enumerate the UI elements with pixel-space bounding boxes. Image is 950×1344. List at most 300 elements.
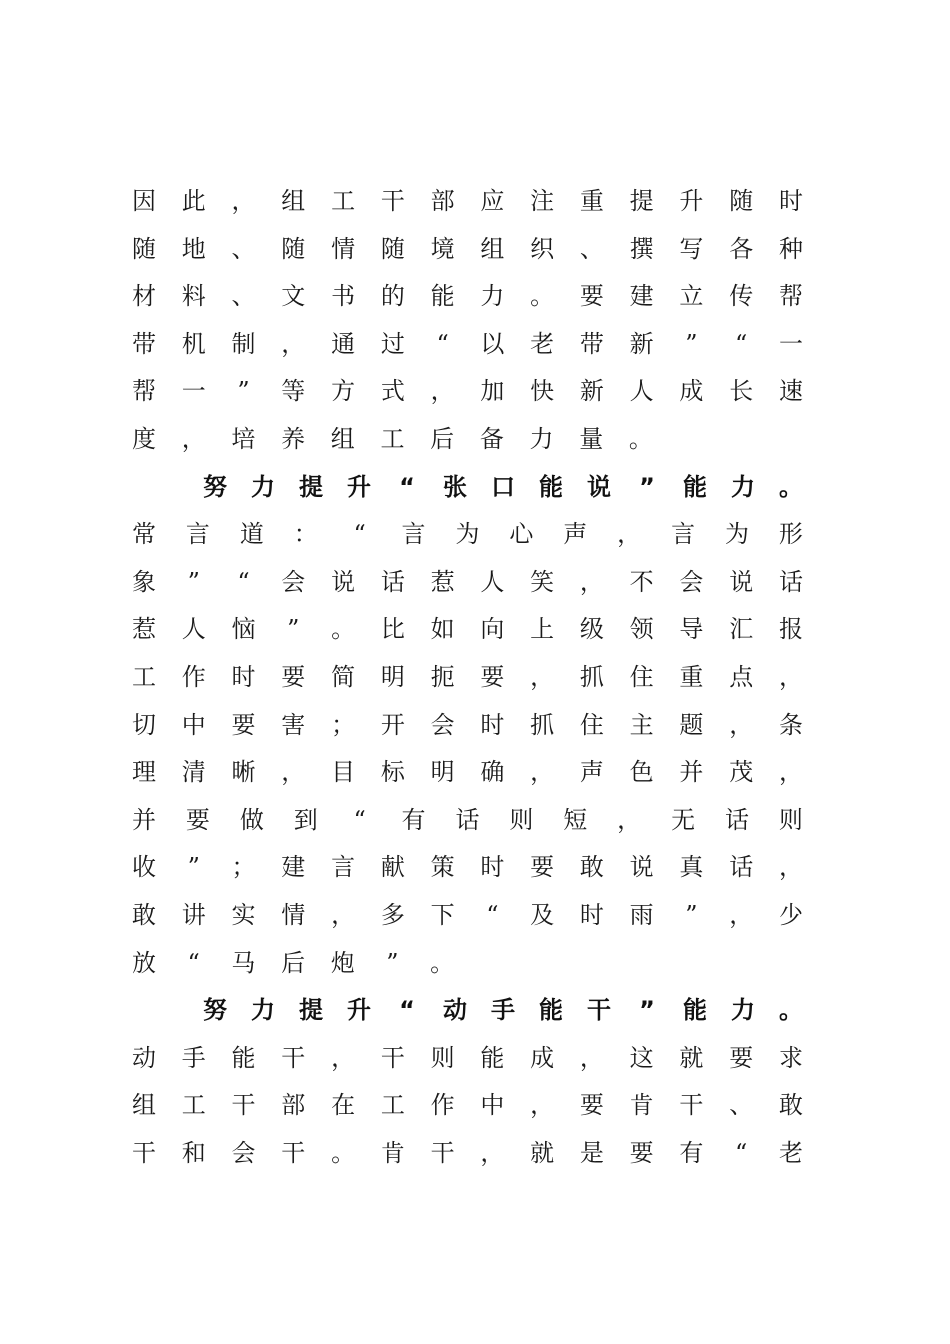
paragraph-line	[131, 273, 804, 321]
text-glyph: 目	[331, 758, 356, 787]
paragraph-line	[131, 178, 804, 226]
text-glyph: 敢	[579, 853, 604, 882]
text-glyph: 写	[679, 234, 704, 263]
text-glyph: ，	[617, 520, 642, 549]
text-glyph: 随	[281, 234, 306, 263]
text-glyph: ”	[187, 567, 200, 596]
text-glyph: 能	[683, 996, 707, 1025]
text-glyph: 说	[587, 472, 611, 501]
text-glyph: ，	[181, 424, 206, 453]
text-glyph: 真	[679, 853, 704, 882]
text-glyph: 带	[579, 329, 604, 358]
text-glyph: 象	[132, 567, 156, 596]
text-glyph: 会	[430, 710, 455, 739]
text-glyph: 部	[430, 187, 455, 215]
text-glyph: 力	[529, 424, 554, 453]
text-glyph: 力	[251, 472, 275, 501]
text-glyph: 如	[430, 615, 455, 644]
text-glyph: 明	[430, 758, 455, 787]
paragraph-line	[131, 892, 804, 940]
text-glyph: 惹	[132, 615, 156, 644]
text-glyph: 惹	[430, 567, 455, 596]
text-glyph: 努	[203, 472, 227, 501]
text-glyph: 能	[539, 996, 563, 1025]
text-glyph: 干	[132, 1138, 156, 1167]
text-glyph: 干	[380, 187, 405, 215]
text-glyph: 力	[251, 996, 275, 1025]
text-glyph: 带	[132, 329, 156, 358]
text-glyph: 帮	[132, 377, 156, 406]
text-glyph: 要	[579, 1091, 604, 1120]
text-glyph: 不	[629, 567, 654, 596]
text-glyph: 并	[679, 758, 704, 787]
text-glyph: 度	[132, 424, 156, 453]
text-glyph: 能	[231, 1043, 256, 1072]
text-glyph: 作	[430, 1091, 455, 1120]
text-glyph: 常	[132, 520, 156, 549]
text-glyph: 。	[779, 472, 803, 501]
text-glyph: ，	[281, 329, 306, 358]
text-glyph: 力	[480, 282, 505, 311]
text-glyph: 干	[281, 1138, 306, 1167]
text-glyph: 备	[479, 424, 504, 453]
text-glyph: 、	[729, 1091, 754, 1120]
text-glyph: 讲	[181, 900, 206, 929]
text-glyph: 方	[331, 377, 356, 406]
text-glyph: ”	[187, 853, 200, 882]
text-glyph: ，	[430, 377, 455, 406]
text-glyph: 敢	[132, 900, 156, 929]
text-glyph: 声	[579, 758, 604, 787]
text-glyph: “	[399, 472, 415, 501]
text-glyph: 各	[729, 234, 754, 263]
text-glyph: 确	[480, 758, 505, 787]
text-glyph: 要	[629, 1138, 654, 1167]
text-glyph: “	[735, 329, 748, 358]
text-glyph: 茂	[729, 758, 754, 787]
text-glyph: 就	[679, 1043, 704, 1072]
text-glyph: ，	[729, 900, 754, 929]
text-glyph: 工	[132, 662, 156, 691]
text-glyph: 干	[281, 1043, 306, 1072]
paragraph-line	[131, 368, 804, 416]
text-glyph: 多	[380, 900, 405, 929]
text-glyph: ”	[685, 329, 698, 358]
text-glyph: 干	[430, 1138, 455, 1167]
text-glyph: 肯	[629, 1091, 654, 1120]
text-glyph: 力	[731, 996, 755, 1025]
text-glyph: ，	[331, 900, 356, 929]
text-glyph: 少	[778, 900, 803, 929]
text-glyph: 马	[231, 948, 256, 977]
text-glyph: 抓	[579, 662, 604, 691]
text-glyph: 工	[181, 1091, 206, 1120]
text-glyph: 和	[181, 1138, 206, 1167]
text-glyph: 标	[380, 758, 405, 787]
text-glyph: 时	[579, 900, 604, 929]
paragraph-line	[131, 1082, 804, 1130]
text-glyph: 重	[579, 187, 604, 215]
text-glyph: 应	[480, 187, 505, 215]
document-body	[131, 178, 804, 1177]
text-glyph: ”	[639, 996, 655, 1025]
text-glyph: 做	[239, 805, 264, 834]
text-glyph: 重	[679, 662, 704, 691]
text-glyph: ，	[579, 1043, 604, 1072]
text-glyph: 。	[331, 1138, 356, 1167]
text-glyph: 扼	[430, 662, 455, 691]
text-glyph: 导	[679, 615, 704, 644]
text-glyph: 在	[331, 1091, 356, 1120]
text-glyph: 言	[671, 520, 696, 549]
text-glyph: 随	[729, 187, 754, 215]
text-glyph: 长	[729, 377, 754, 406]
text-glyph: ，	[281, 758, 306, 787]
text-glyph: 为	[724, 520, 749, 549]
text-glyph: 组	[480, 234, 505, 263]
text-glyph: 机	[181, 329, 206, 358]
text-glyph: ，	[778, 853, 803, 882]
paragraph-line	[131, 416, 804, 464]
text-glyph: 。	[331, 615, 356, 644]
text-glyph: 时	[231, 662, 256, 691]
text-glyph: 短	[563, 805, 588, 834]
section-heading	[131, 464, 804, 512]
text-glyph: 求	[778, 1043, 803, 1072]
text-glyph: 时	[778, 187, 803, 215]
text-glyph: 住	[629, 662, 654, 691]
text-glyph: 撰	[629, 234, 654, 263]
text-glyph: 报	[778, 615, 803, 644]
text-glyph: 、	[579, 234, 604, 263]
text-glyph: ”	[685, 900, 698, 929]
text-glyph: 话	[380, 567, 405, 596]
text-glyph: 量	[579, 424, 604, 453]
text-glyph: 后	[430, 424, 455, 453]
text-glyph: ，	[231, 187, 256, 215]
text-glyph: 织	[530, 234, 555, 263]
section-heading	[131, 987, 804, 1035]
text-glyph: 式	[380, 377, 405, 406]
text-glyph: 制	[231, 329, 256, 358]
text-glyph: 、	[231, 282, 256, 311]
text-glyph: 上	[530, 615, 555, 644]
text-glyph: 建	[281, 853, 306, 882]
text-glyph: 条	[778, 710, 803, 739]
text-glyph: “	[237, 567, 250, 596]
text-glyph: 收	[132, 853, 156, 882]
text-glyph: 新	[629, 329, 654, 358]
text-glyph: 时	[480, 853, 505, 882]
text-glyph: 中	[181, 710, 206, 739]
text-glyph: 言	[401, 520, 426, 549]
text-glyph: 到	[293, 805, 318, 834]
text-glyph: 要	[231, 710, 256, 739]
text-glyph: 明	[380, 662, 405, 691]
text-glyph: 晰	[231, 758, 256, 787]
text-glyph: 则	[778, 805, 803, 834]
text-glyph: ”	[237, 377, 250, 406]
text-glyph: 升	[347, 996, 371, 1025]
text-glyph: 这	[629, 1043, 654, 1072]
text-glyph: 人	[181, 615, 206, 644]
text-glyph: 会	[281, 567, 306, 596]
text-glyph: 老	[530, 329, 555, 358]
text-glyph: 恼	[231, 615, 256, 644]
text-glyph: 干	[231, 1091, 256, 1120]
text-glyph: 清	[181, 758, 206, 787]
text-glyph: 随	[380, 234, 405, 263]
text-glyph: ，	[778, 758, 803, 787]
text-glyph: 切	[132, 710, 156, 739]
text-glyph: 组	[330, 424, 355, 453]
text-glyph: 干	[679, 1091, 704, 1120]
text-glyph: 帮	[778, 282, 803, 311]
text-glyph: 此	[181, 187, 206, 215]
text-glyph: 简	[331, 662, 356, 691]
text-glyph: 一	[181, 377, 206, 406]
text-glyph: 料	[181, 282, 206, 311]
text-glyph: 话	[729, 853, 754, 882]
text-glyph: 传	[729, 282, 754, 311]
text-glyph: 材	[132, 282, 156, 311]
text-glyph: 新	[579, 377, 604, 406]
text-glyph: 动	[443, 996, 467, 1025]
text-glyph: 作	[181, 662, 206, 691]
text-glyph: 雨	[629, 900, 654, 929]
text-glyph: “	[353, 805, 366, 834]
text-glyph: 能	[480, 1043, 505, 1072]
text-glyph: 培	[231, 424, 256, 453]
text-glyph: 抓	[530, 710, 555, 739]
text-glyph: 情	[281, 900, 306, 929]
text-glyph: 主	[629, 710, 654, 739]
text-glyph: 领	[629, 615, 654, 644]
text-glyph: 有	[401, 805, 426, 834]
text-glyph: 汇	[729, 615, 754, 644]
text-glyph: 实	[231, 900, 256, 929]
text-glyph: 工	[331, 187, 356, 215]
text-glyph: 要	[185, 805, 210, 834]
text-glyph: 一	[778, 329, 803, 358]
text-glyph: ，	[617, 805, 642, 834]
text-glyph: 会	[679, 567, 704, 596]
text-glyph: “	[735, 1138, 748, 1167]
text-glyph: 干	[587, 996, 611, 1025]
text-glyph: 快	[530, 377, 555, 406]
text-glyph: 策	[430, 853, 455, 882]
text-glyph: 及	[530, 900, 555, 929]
text-glyph: 速	[778, 377, 803, 406]
text-glyph: 言	[185, 520, 210, 549]
text-glyph: 为	[455, 520, 480, 549]
text-glyph: 随	[132, 234, 156, 263]
text-glyph: ”	[386, 948, 399, 977]
text-glyph: 有	[679, 1138, 704, 1167]
text-glyph: 文	[281, 282, 306, 311]
text-glyph: 要	[530, 853, 555, 882]
text-glyph: 比	[380, 615, 405, 644]
text-glyph: ，	[530, 662, 555, 691]
text-glyph: 说	[729, 567, 754, 596]
text-glyph: 升	[679, 187, 704, 215]
text-glyph: 人	[629, 377, 654, 406]
text-glyph: 成	[530, 1043, 555, 1072]
text-glyph: 是	[579, 1138, 604, 1167]
text-glyph: 立	[679, 282, 704, 311]
text-glyph: 老	[778, 1138, 803, 1167]
text-glyph: 无	[671, 805, 696, 834]
text-glyph: 书	[331, 282, 356, 311]
text-glyph: 理	[132, 758, 156, 787]
text-glyph: 色	[629, 758, 654, 787]
paragraph-line	[131, 749, 804, 797]
text-glyph: 肯	[380, 1138, 405, 1167]
text-glyph: “	[486, 900, 499, 929]
text-glyph: 。	[530, 282, 555, 311]
text-glyph: 口	[491, 472, 515, 501]
text-glyph: 题	[679, 710, 704, 739]
text-glyph: 能	[539, 472, 563, 501]
paragraph-line	[131, 226, 804, 274]
text-glyph: 放	[132, 948, 156, 977]
paragraph-line	[131, 654, 804, 702]
text-glyph: 加	[480, 377, 505, 406]
text-glyph: 。	[779, 996, 803, 1025]
text-glyph: ，	[729, 710, 754, 739]
text-glyph: 以	[480, 329, 505, 358]
text-glyph: 炮	[330, 948, 355, 977]
text-glyph: 注	[530, 187, 555, 215]
text-glyph: 害	[281, 710, 306, 739]
text-glyph: 努	[203, 996, 227, 1025]
text-glyph: 中	[480, 1091, 505, 1120]
text-glyph: 要	[729, 1043, 754, 1072]
text-glyph: ，	[579, 567, 604, 596]
paragraph-line	[131, 1035, 804, 1083]
text-glyph: 敢	[778, 1091, 803, 1120]
text-glyph: 提	[629, 187, 654, 215]
text-glyph: 地	[181, 234, 206, 263]
text-glyph: ，	[530, 1091, 555, 1120]
text-glyph: 情	[331, 234, 356, 263]
text-glyph: 笑	[530, 567, 555, 596]
text-glyph: 级	[579, 615, 604, 644]
paragraph-line	[131, 940, 804, 988]
text-glyph: 则	[430, 1043, 455, 1072]
text-glyph: 向	[480, 615, 505, 644]
text-glyph: 声	[563, 520, 588, 549]
text-glyph: 提	[299, 996, 323, 1025]
text-glyph: 境	[430, 234, 455, 263]
paragraph-line	[131, 606, 804, 654]
text-glyph: 要	[281, 662, 306, 691]
text-glyph: 建	[629, 282, 654, 311]
text-glyph: 、	[231, 234, 256, 263]
text-glyph: 升	[347, 472, 371, 501]
text-glyph: 说	[331, 567, 356, 596]
text-glyph: 会	[231, 1138, 256, 1167]
text-glyph: 时	[480, 710, 505, 739]
text-glyph: 力	[731, 472, 755, 501]
text-glyph: 点	[729, 662, 754, 691]
paragraph-line	[131, 511, 804, 559]
text-glyph: 道	[239, 520, 264, 549]
paragraph-line	[131, 844, 804, 892]
text-glyph: 工	[380, 424, 405, 453]
text-glyph: “	[353, 520, 366, 549]
text-glyph: 能	[430, 282, 455, 311]
text-glyph: 就	[530, 1138, 555, 1167]
text-glyph: 因	[132, 187, 156, 215]
text-glyph: 则	[509, 805, 534, 834]
paragraph-line	[131, 702, 804, 750]
text-glyph: 后	[281, 948, 306, 977]
text-glyph: 干	[380, 1043, 405, 1072]
text-glyph: 种	[778, 234, 803, 263]
paragraph-line	[131, 1130, 804, 1178]
text-glyph: “	[436, 329, 449, 358]
text-glyph: 动	[132, 1043, 156, 1072]
text-glyph: ：	[293, 520, 318, 549]
text-glyph: 能	[683, 472, 707, 501]
text-glyph: “	[399, 996, 415, 1025]
text-glyph: 并	[132, 805, 156, 834]
text-glyph: 说	[629, 853, 654, 882]
text-glyph: “	[187, 948, 200, 977]
text-glyph: 话	[778, 567, 803, 596]
paragraph-line	[131, 559, 804, 607]
text-glyph: ，	[778, 662, 803, 691]
paragraph-line	[131, 321, 804, 369]
text-glyph: 。	[430, 948, 455, 977]
text-glyph: ，	[331, 1043, 356, 1072]
text-glyph: 。	[628, 424, 653, 453]
paragraph-line	[131, 797, 804, 845]
text-glyph: ”	[287, 615, 300, 644]
text-glyph: 心	[509, 520, 534, 549]
text-glyph: 过	[380, 329, 405, 358]
text-glyph: 下	[430, 900, 455, 929]
text-glyph: ，	[530, 758, 555, 787]
text-glyph: 张	[443, 472, 467, 501]
text-glyph: ，	[480, 1138, 505, 1167]
text-glyph: 话	[455, 805, 480, 834]
text-glyph: ”	[639, 472, 655, 501]
text-glyph: 形	[778, 520, 803, 549]
text-glyph: ；	[231, 853, 256, 882]
text-glyph: 话	[724, 805, 749, 834]
text-glyph: 等	[281, 377, 306, 406]
text-glyph: ；	[331, 710, 356, 739]
text-glyph: 言	[331, 853, 356, 882]
text-glyph: 的	[380, 282, 405, 311]
text-glyph: 要	[579, 282, 604, 311]
text-glyph: 养	[281, 424, 306, 453]
text-glyph: 人	[480, 567, 505, 596]
text-glyph: 要	[480, 662, 505, 691]
text-glyph: 住	[579, 710, 604, 739]
text-glyph: 提	[299, 472, 323, 501]
text-glyph: 手	[181, 1043, 206, 1072]
text-glyph: 手	[491, 996, 515, 1025]
text-glyph: 成	[679, 377, 704, 406]
text-glyph: 部	[281, 1091, 306, 1120]
text-glyph: 通	[331, 329, 356, 358]
text-glyph: 献	[380, 853, 405, 882]
text-glyph: 组	[281, 187, 306, 215]
text-glyph: 开	[380, 710, 405, 739]
